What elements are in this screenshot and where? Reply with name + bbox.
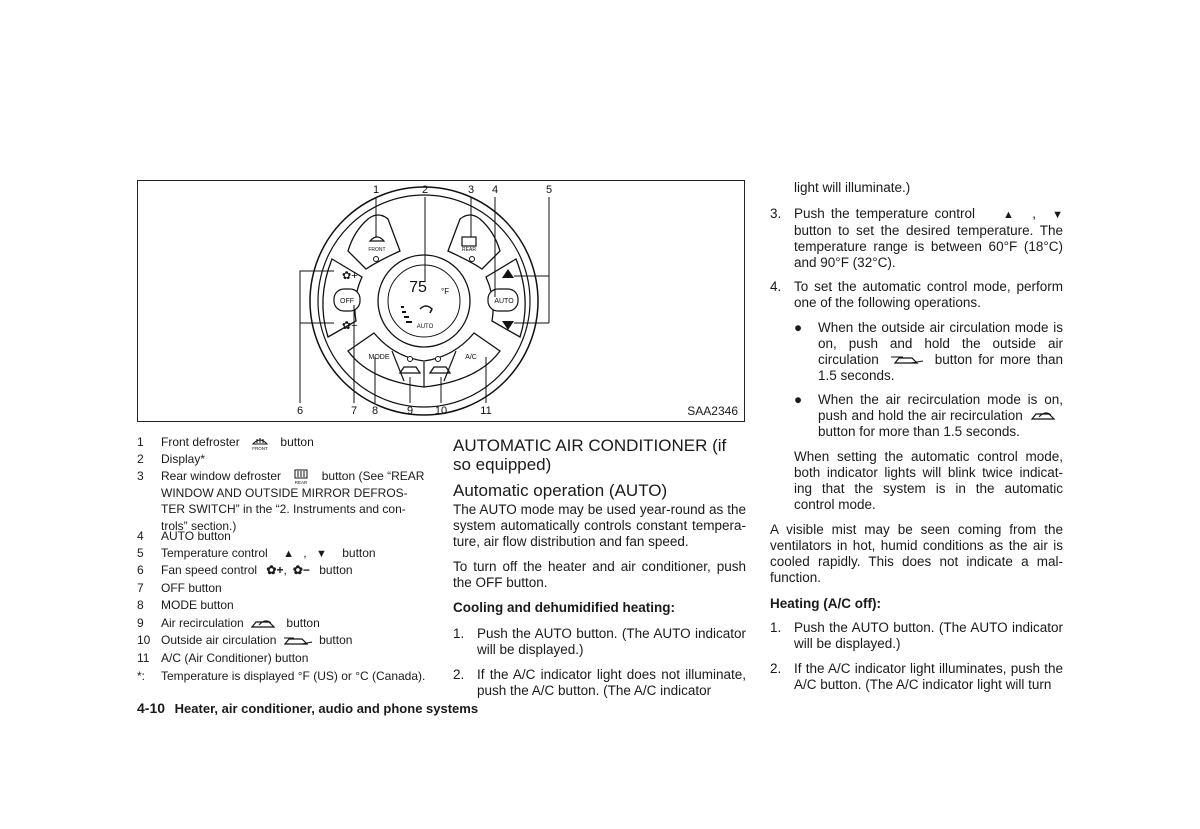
legend-item: 3 Rear window defroster REAR button (See “REAR WINDOW AND OUTSIDE MIRROR DEFROS- TER SWITCH” in the “2. Instruments and con- trols” section.) <box>137 469 425 533</box>
cooling-heading: Cooling and dehumidified heating: <box>453 600 675 615</box>
callout-1: 1 <box>372 184 380 196</box>
off-instruction: To turn off the heater and air conditioner, push the OFF button. <box>453 559 746 590</box>
fan-up-icon: ✿+ <box>266 563 284 577</box>
heating-heading: Heating (A/C off): <box>770 596 881 611</box>
callout-2: 2 <box>421 184 429 196</box>
subsection-heading: Automatic operation (AUTO) <box>453 481 668 500</box>
bullet-dot: ● <box>794 320 803 335</box>
callout-9: 9 <box>406 405 414 417</box>
chapter-title: Heater, air conditioner, audio and phone systems <box>174 701 479 716</box>
display-auto: AUTO <box>416 324 434 330</box>
figure-code: SAA2346 <box>687 404 738 418</box>
ac-label: A/C <box>465 354 477 361</box>
fan-up-icon: ✿+ <box>342 270 358 282</box>
climate-control-diagram <box>137 180 745 422</box>
section-heading: AUTOMATIC AIR CONDITIONER (if so equipped) <box>453 436 727 474</box>
list-item: 4. To set the automatic control mode, perform one of the following operations. <box>770 279 1063 310</box>
bullet-item: ● When the outside air circulation mode is on, push and hold the outside air circulation button for more than 1.5 seconds. <box>794 320 1063 383</box>
list-item: 2. If the A/C indicator light does not illuminate, push the A/C button. (The A/C indicator <box>453 667 746 698</box>
temp-down-icon: ▼ <box>315 547 327 560</box>
list-item: 2. If the A/C indicator light illuminates, push the A/C button. (The A/C indicator light will turn <box>770 661 1063 692</box>
mist-note: A visible mist may be seen coming from the ventilators in hot, humid conditions as the air is cooled rapidly. This does not indicate a mal-function. <box>770 522 1063 585</box>
callout-8: 8 <box>371 405 379 417</box>
callout-7: 7 <box>350 405 358 417</box>
callout-5: 5 <box>545 184 553 196</box>
temp-up-icon: ▲ <box>283 547 294 560</box>
off-label: OFF <box>340 298 354 305</box>
auto-description: The AUTO mode may be used year-round as the system automatically controls constant tempera-ture, air flow distribution and fan speed. <box>453 502 746 549</box>
page-footer <box>137 700 478 716</box>
bullet-dot: ● <box>794 392 803 407</box>
recirc-car-icon <box>1029 409 1061 423</box>
callout-3: 3 <box>467 184 475 196</box>
callout-6: 6 <box>296 405 304 417</box>
front-label: FRONT <box>368 247 386 253</box>
svg-text:REAR: REAR <box>295 479 308 485</box>
callout-4: 4 <box>491 184 499 196</box>
display-temp: 75 <box>409 279 427 296</box>
fan-down-icon: ✿− <box>292 563 310 577</box>
rear-defrost-icon <box>288 469 314 485</box>
fan-down-icon: ✿− <box>342 320 358 332</box>
svg-text:FRONT: FRONT <box>252 445 268 451</box>
auto-label: AUTO <box>494 298 514 305</box>
callout-10: 10 <box>434 405 448 417</box>
display-unit: °F <box>441 287 450 296</box>
temp-down-icon: ▼ <box>1052 209 1063 221</box>
recirc-car-icon <box>249 617 281 631</box>
mode-label: MODE <box>368 354 390 361</box>
blink-note: When setting the automatic control mode, both indicator lights will blink twice indicat-ing that the system is in the automatic control mode. <box>794 449 1063 512</box>
outside-car-icon <box>282 634 314 648</box>
continued-text: light will illuminate.) <box>794 180 911 195</box>
front-defrost-icon <box>247 435 273 451</box>
list-item: 1. Push the AUTO button. (The AUTO indicator will be displayed.) <box>453 626 746 657</box>
rear-label: REAR <box>462 247 476 253</box>
list-item: 1. Push the AUTO button. (The AUTO indicator will be displayed.) <box>770 620 1063 651</box>
list-item: 3. Push the temperature control ▲ , ▼ button to set the desired temperature. The temperature range is between 60°F (18°C) and 90°F (32°C). <box>770 206 1063 270</box>
bullet-item: ● When the air recirculation mode is on, push and hold the air recirculation button for more than 1.5 seconds. <box>794 392 1063 439</box>
callout-11: 11 <box>480 405 492 417</box>
control-panel-illustration <box>138 181 746 423</box>
temp-up-icon: ▲ <box>1003 209 1017 221</box>
page-number: 4-10 <box>137 700 166 716</box>
outside-car-icon <box>887 353 927 367</box>
